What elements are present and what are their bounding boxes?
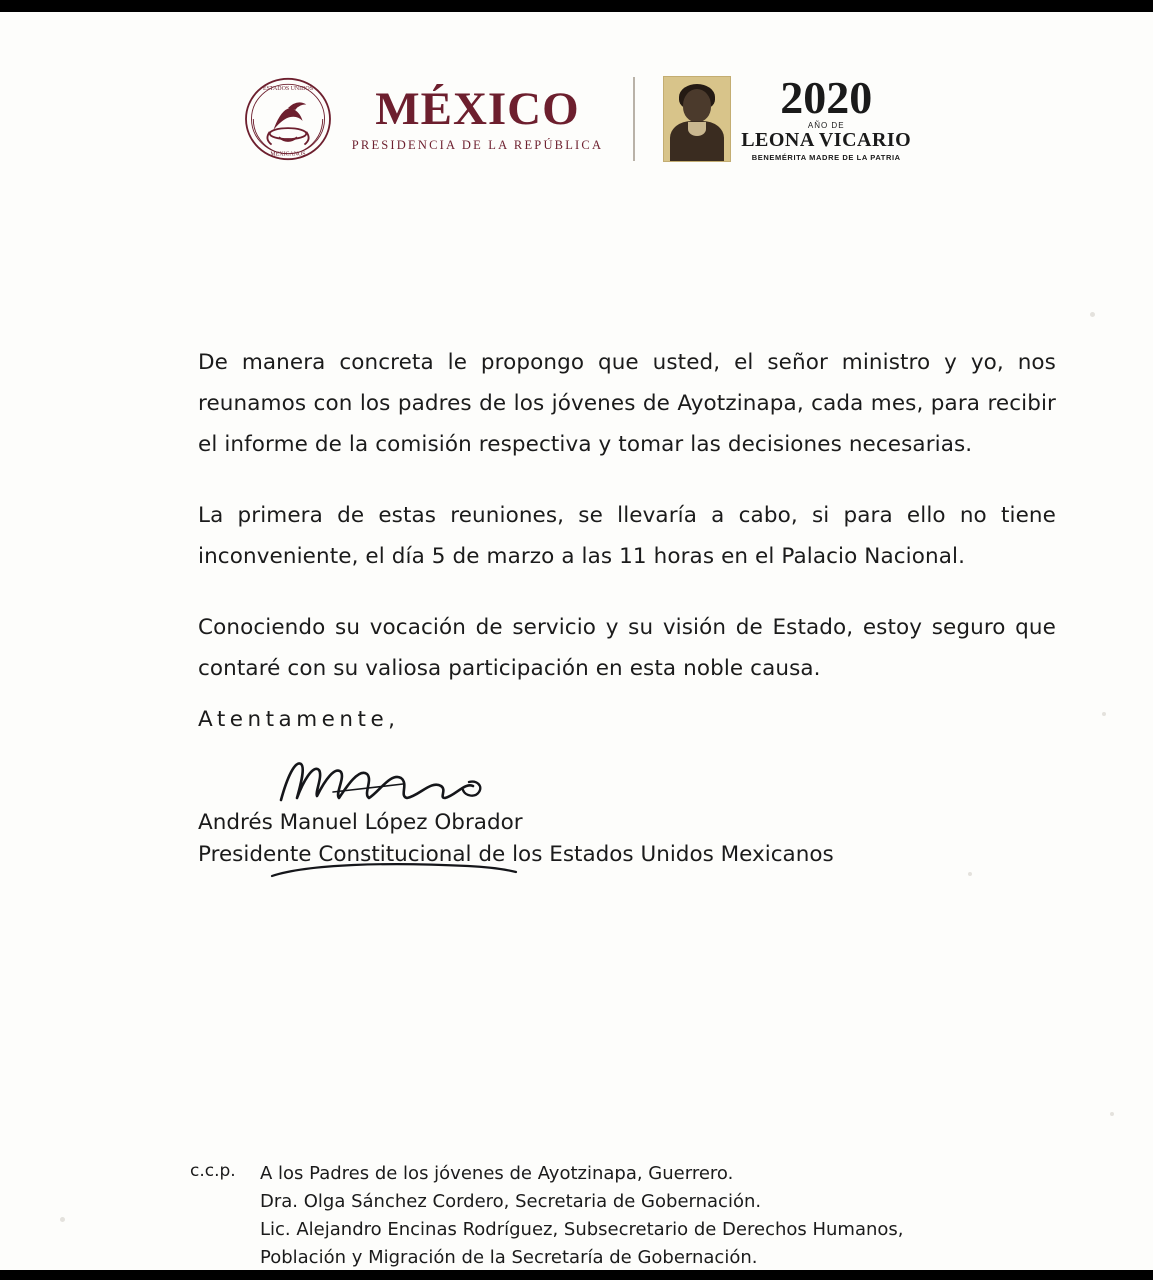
svg-text:MEXICANOS: MEXICANOS <box>270 151 306 158</box>
body-paragraph: La primera de estas reuniones, se llevaría a cabo, si para ello no tiene inconveniente, el día 5 de marzo a las 11 horas en el Palacio Nacional. <box>198 503 1056 569</box>
leona-vicario-portrait-icon <box>663 76 731 162</box>
commemorative-honoree: LEONA VICARIO <box>741 128 912 151</box>
svg-text:ESTADOS UNIDOS: ESTADOS UNIDOS <box>262 85 313 92</box>
body-paragraph: De manera concreta le propongo que usted, el señor ministro y yo, nos reunamos con los padres de los jóvenes de Ayotzinapa, cada mes, para recibir el informe de la comisión respectiva y tomar las decisiones necesarias. <box>198 350 1056 457</box>
scan-speck <box>1102 712 1106 716</box>
top-border-bar <box>0 0 1153 12</box>
letter-body <box>198 342 1056 689</box>
signer-name: Andrés Manuel López Obrador <box>198 810 523 835</box>
signer-title: Presidente Constitucional de los Estados Unidos Mexicanos <box>198 842 834 867</box>
body-paragraph: Conociendo su vocación de servicio y su visión de Estado, estoy seguro que contaré con su valiosa participación en esta noble causa. <box>198 615 1056 681</box>
mexican-coat-of-arms-icon <box>242 77 334 161</box>
handwritten-signature-icon <box>273 752 523 812</box>
scan-speck <box>1090 312 1095 317</box>
closing-salutation: Atentamente, <box>198 707 400 732</box>
letterhead-divider <box>633 77 635 161</box>
scan-speck <box>1110 1112 1114 1116</box>
commemorative-honoree-subtitle: BENEMÉRITA MADRE DE LA PATRIA <box>751 152 901 162</box>
commemorative-text <box>741 72 912 162</box>
commemorative-year-prefix: AÑO DE <box>807 120 845 130</box>
letter-paper <box>0 12 1153 1270</box>
cc-recipient: A los Padres de los jóvenes de Ayotzinapa, Guerrero. <box>260 1163 734 1184</box>
institution-name: PRESIDENCIA DE LA REPÚBLICA <box>351 137 604 152</box>
mexico-wordmark <box>351 82 604 153</box>
cc-label: c.c.p. <box>190 1161 236 1181</box>
carbon-copy-block <box>190 1160 1070 1272</box>
scan-speck <box>968 872 972 876</box>
cc-recipient: Lic. Alejandro Encinas Rodríguez, Subsecretario de Derechos Humanos, Población y Migración de la Secretaría de Gobernación. <box>260 1219 904 1268</box>
cc-recipient: Dra. Olga Sánchez Cordero, Secretaria de Gobernación. <box>260 1191 762 1212</box>
signature-block <box>198 752 898 882</box>
scan-speck <box>60 1217 65 1222</box>
letterhead <box>0 64 1153 174</box>
bottom-border-bar <box>0 1270 1153 1280</box>
commemorative-emblem <box>663 72 912 162</box>
signature-underline-flourish <box>268 860 528 882</box>
country-name: MÉXICO <box>375 82 580 135</box>
cc-recipient-list <box>260 1160 990 1272</box>
commemorative-year: 2020 <box>780 72 873 124</box>
